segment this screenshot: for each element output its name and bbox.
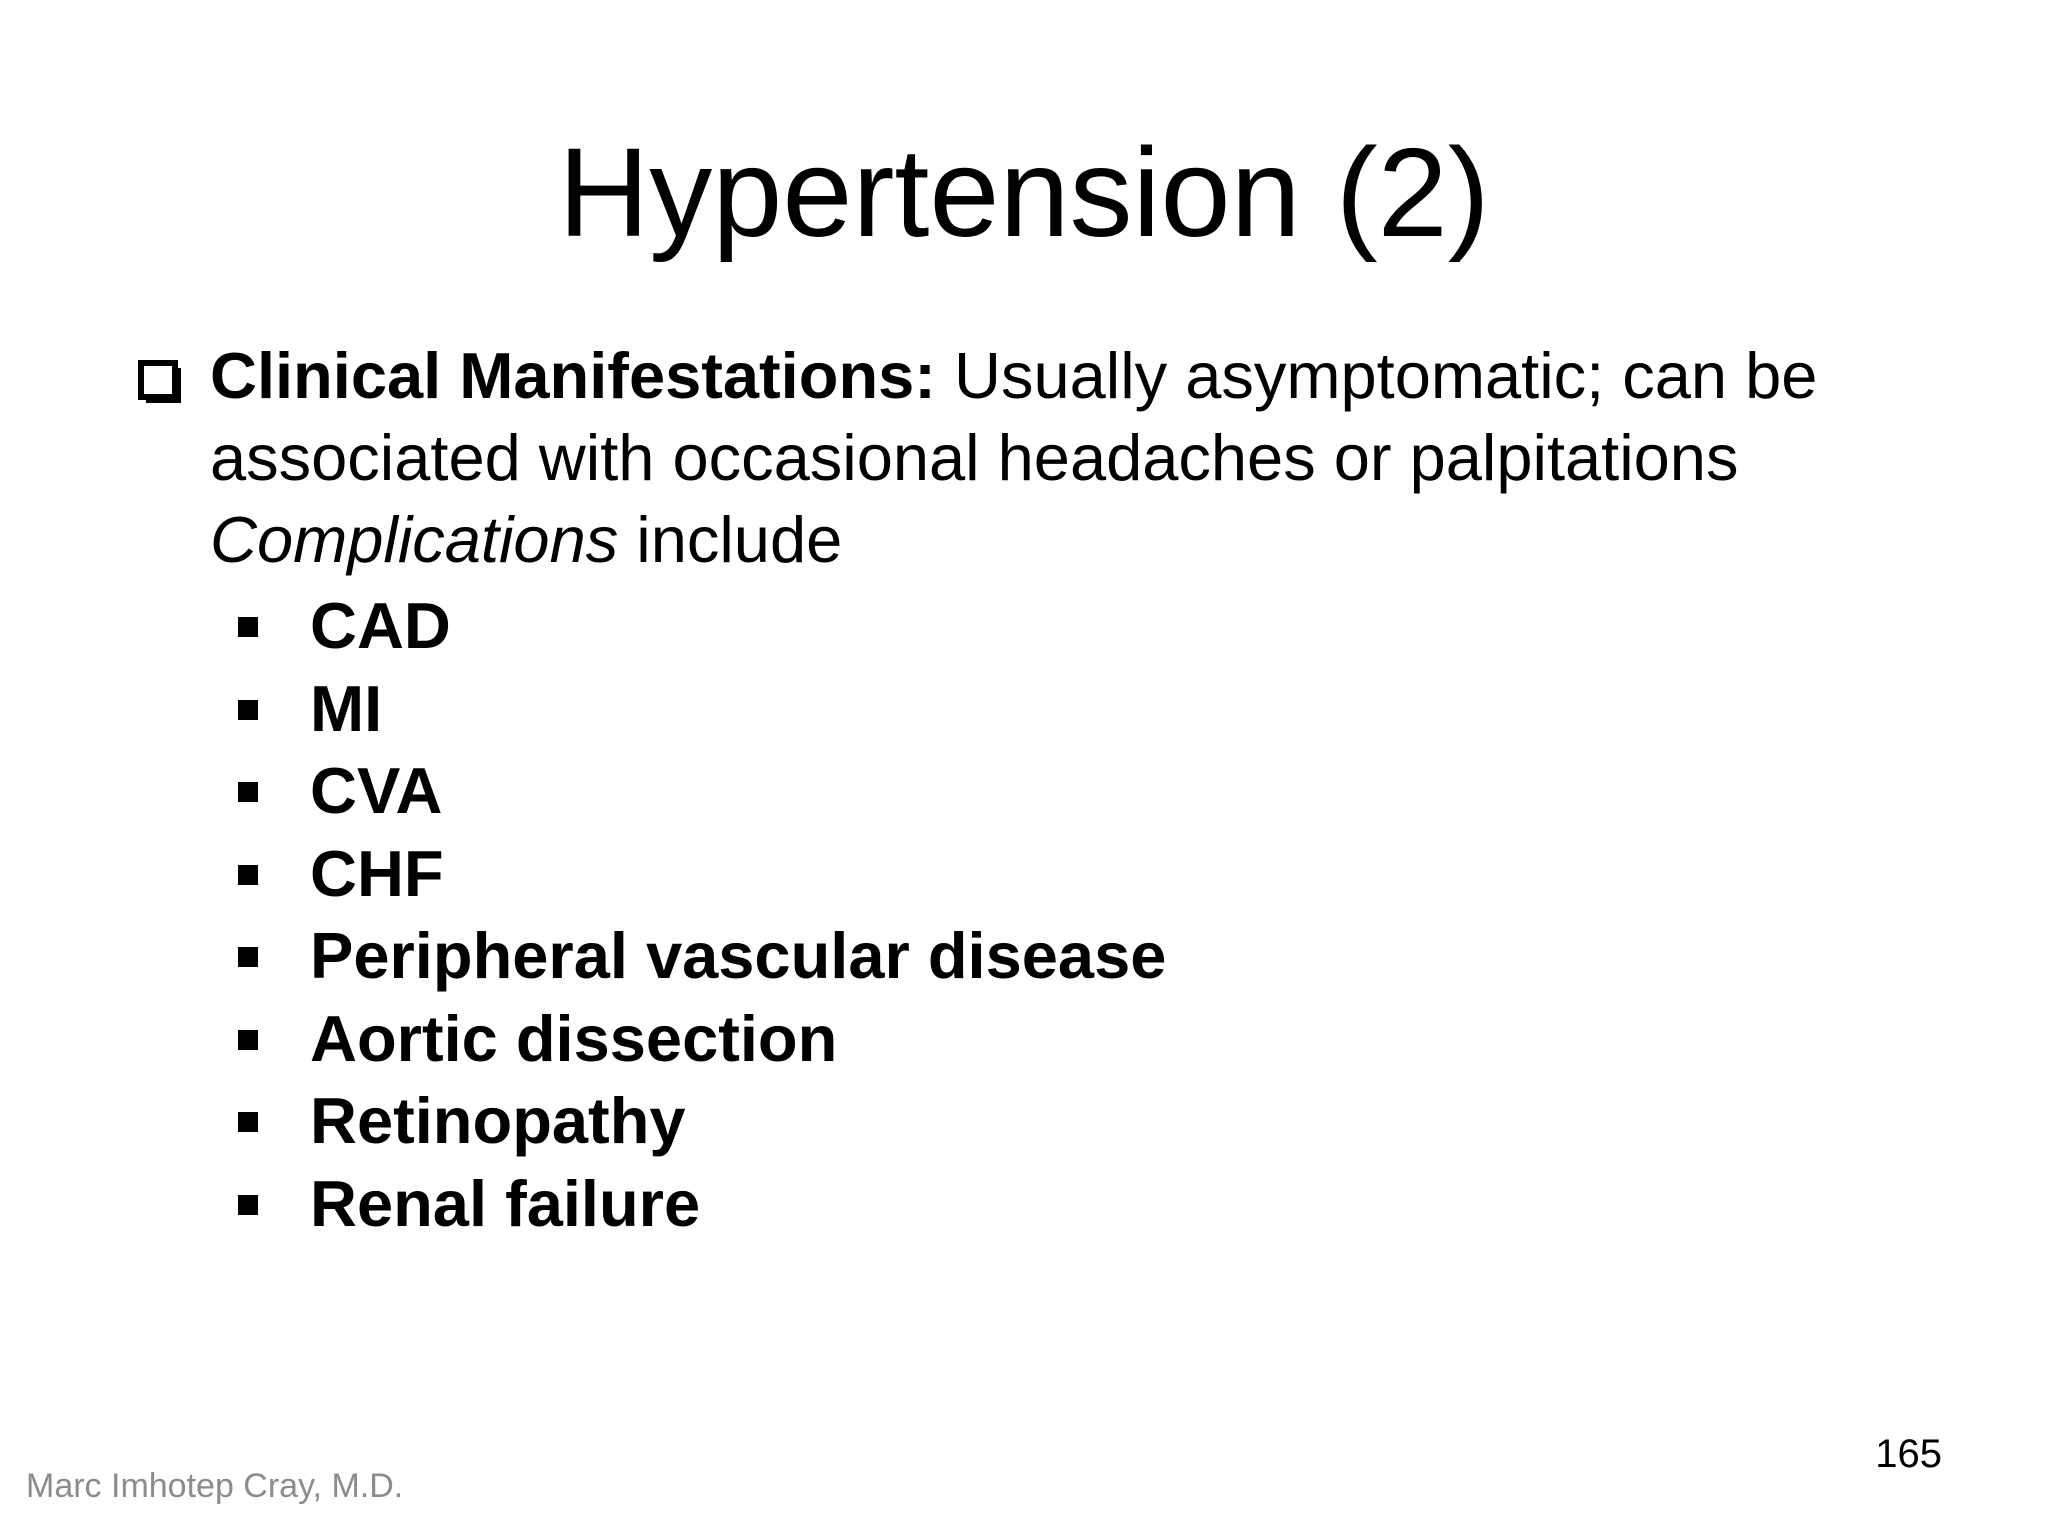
complication-item: [238, 833, 1166, 916]
complication-item: [238, 668, 1166, 751]
page-number: 165: [1875, 1432, 1942, 1476]
checkbox-icon: [134, 356, 182, 404]
complication-label: CHF: [310, 836, 444, 910]
complication-item: [238, 1163, 1166, 1246]
complication-label: MI: [310, 671, 383, 745]
complication-label: CVA: [310, 754, 443, 827]
author-credit: Marc Imhotep Cray, M.D.: [26, 1467, 404, 1505]
main-point-line-3: [210, 499, 1934, 581]
complication-label: Retinopathy: [310, 1084, 686, 1157]
square-bullet-icon: [238, 1030, 258, 1050]
complication-item: [238, 750, 1166, 833]
square-bullet-icon: [238, 700, 258, 720]
complication-label: Peripheral vascular disease: [310, 919, 1167, 992]
complication-item: [238, 585, 1166, 668]
square-bullet-icon: [238, 1195, 258, 1215]
main-point: [134, 335, 1934, 581]
slide-title: Hypertension (2): [558, 122, 1490, 263]
square-bullet-icon: [238, 617, 258, 637]
complications-term: Complications: [210, 503, 619, 576]
square-bullet-icon: [238, 782, 258, 802]
complications-include-text: include: [618, 503, 843, 576]
complications-list: [238, 585, 1166, 1245]
square-bullet-icon: [238, 865, 258, 885]
complication-label: Renal failure: [310, 1166, 701, 1240]
main-point-text-1: Usually asymptomatic; can be: [935, 339, 1818, 412]
complication-label: CAD: [310, 589, 451, 662]
clinical-manifestations-block: [134, 335, 1934, 581]
complication-item: [238, 998, 1166, 1081]
square-bullet-icon: [238, 1112, 258, 1132]
main-point-line-2: associated with occasional headaches or palpitations: [210, 421, 1739, 494]
complication-item: [238, 915, 1166, 998]
complication-item: [238, 1080, 1166, 1163]
square-bullet-icon: [238, 947, 258, 967]
complication-label: Aortic dissection: [310, 1001, 838, 1075]
clinical-manifestations-label: Clinical Manifestations:: [210, 339, 936, 412]
main-point-line-1: [210, 335, 1934, 417]
